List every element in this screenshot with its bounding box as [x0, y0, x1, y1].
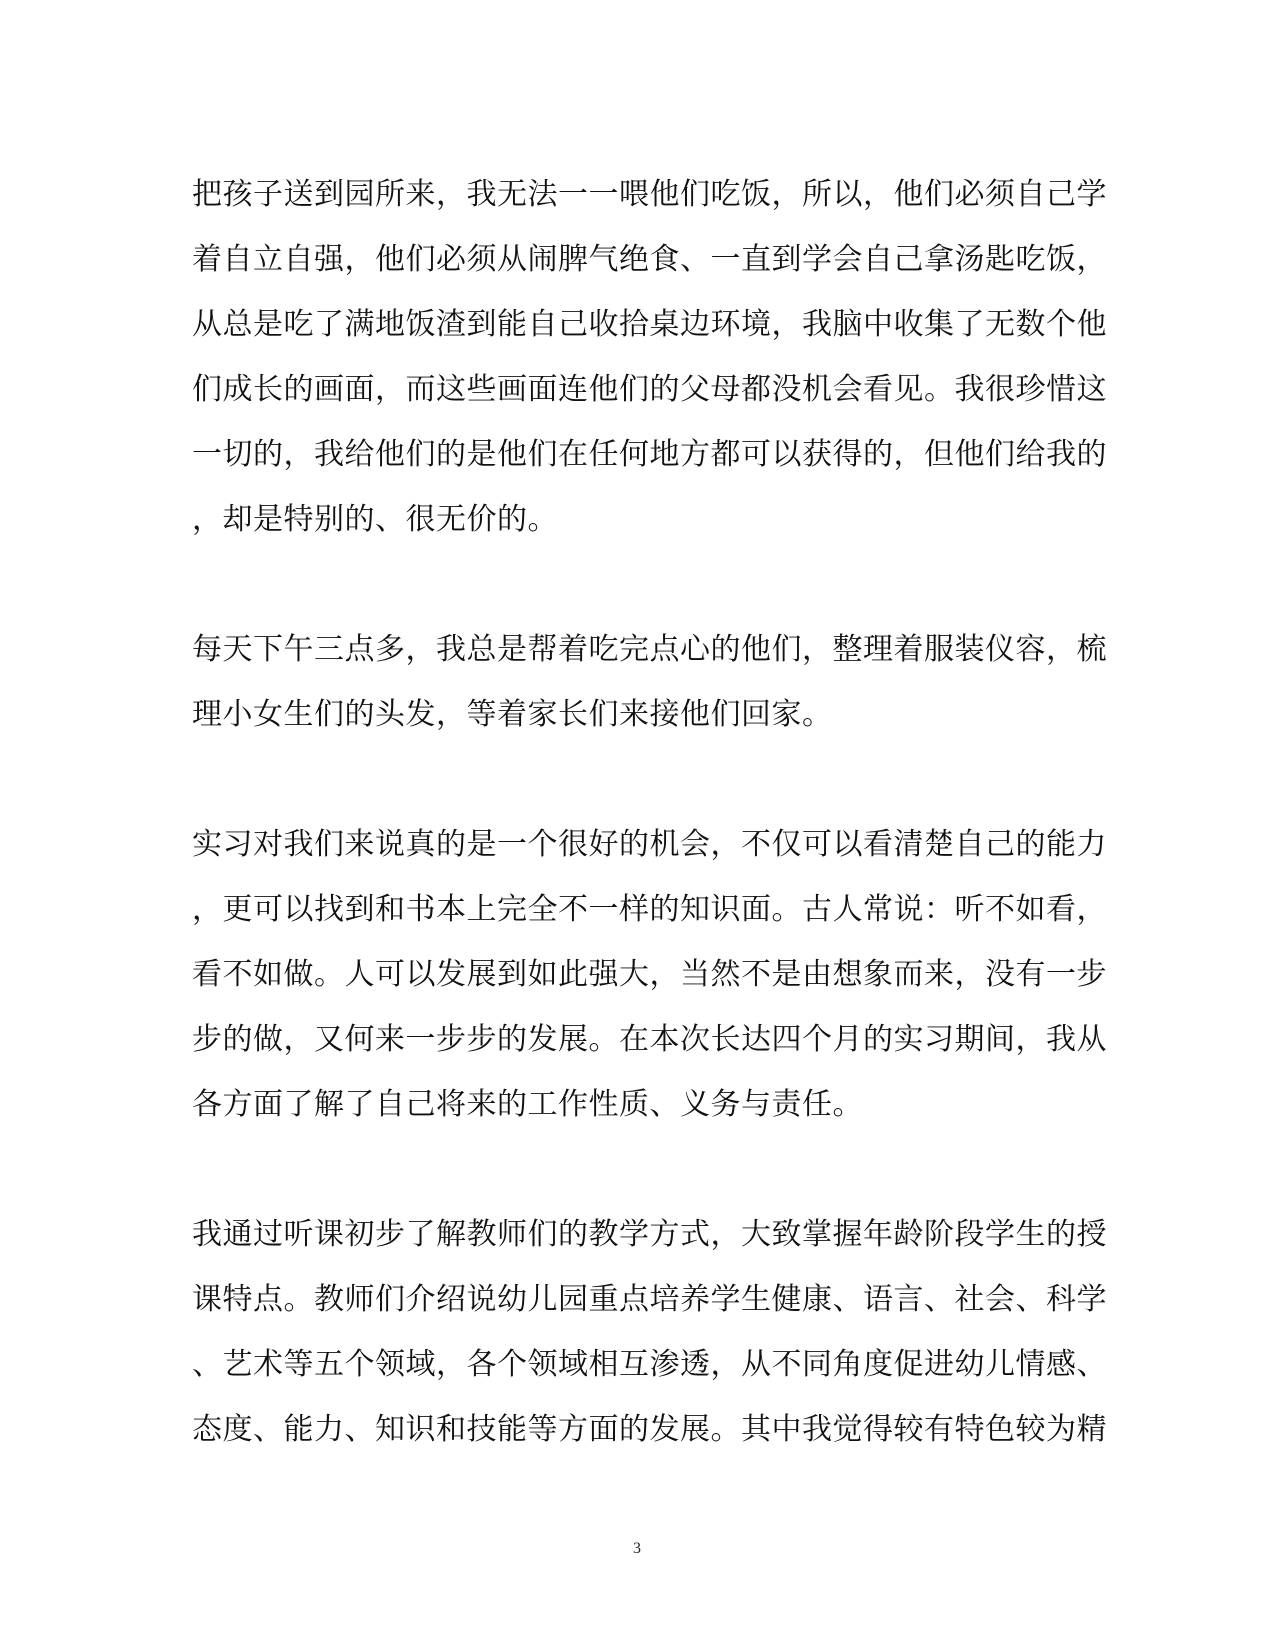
text-line: 步的做，又何来一步步的发展。在本次长达四个月的实习期间，我从 — [192, 1022, 1107, 1057]
text-line: 从总是吃了满地饭渣到能自己收拾桌边环境，我脑中收集了无数个他 — [192, 307, 1107, 342]
text-line: 们成长的画面，而这些画面连他们的父母都没机会看见。我很珍惜这 — [192, 372, 1107, 407]
page-number: 3 — [633, 1540, 641, 1557]
text-line: 一切的，我给他们的是他们在任何地方都可以获得的，但他们给我的 — [192, 437, 1107, 472]
text-line: 我通过听课初步了解教师们的教学方式，大致掌握年龄阶段学生的授 — [192, 1217, 1107, 1252]
text-line: ，更可以找到和书本上完全不一样的知识面。古人常说：听不如看， — [192, 892, 1107, 927]
paragraph-spacer — [192, 1137, 1072, 1202]
paragraph — [192, 1202, 1107, 1462]
paragraph — [192, 162, 1107, 552]
paragraph — [192, 812, 1107, 1137]
paragraph — [192, 617, 1107, 747]
text-line: ，却是特别的、很无价的。 — [192, 502, 558, 537]
text-line: 把孩子送到园所来，我无法一一喂他们吃饭，所以，他们必须自己学 — [192, 177, 1107, 212]
text-line: 各方面了解了自己将来的工作性质、义务与责任。 — [192, 1087, 863, 1122]
text-line: 态度、能力、知识和技能等方面的发展。其中我觉得较有特色较为精 — [192, 1412, 1107, 1447]
text-line: 实习对我们来说真的是一个很好的机会，不仅可以看清楚自己的能力 — [192, 827, 1107, 862]
text-line: 、艺术等五个领域，各个领域相互渗透，从不同角度促进幼儿情感、 — [192, 1347, 1107, 1382]
paragraph-spacer — [192, 747, 1072, 812]
text-line: 每天下午三点多，我总是帮着吃完点心的他们，整理着服装仪容，梳 — [192, 632, 1107, 667]
paragraph-spacer — [192, 552, 1072, 617]
document-body — [192, 162, 1107, 1462]
text-line: 课特点。教师们介绍说幼儿园重点培养学生健康、语言、社会、科学 — [192, 1282, 1107, 1317]
text-line: 着自立自强，他们必须从闹脾气绝食、一直到学会自己拿汤匙吃饭， — [192, 242, 1107, 277]
text-line: 看不如做。人可以发展到如此强大，当然不是由想象而来，没有一步 — [192, 957, 1107, 992]
text-line: 理小女生们的头发，等着家长们来接他们回家。 — [192, 697, 833, 732]
